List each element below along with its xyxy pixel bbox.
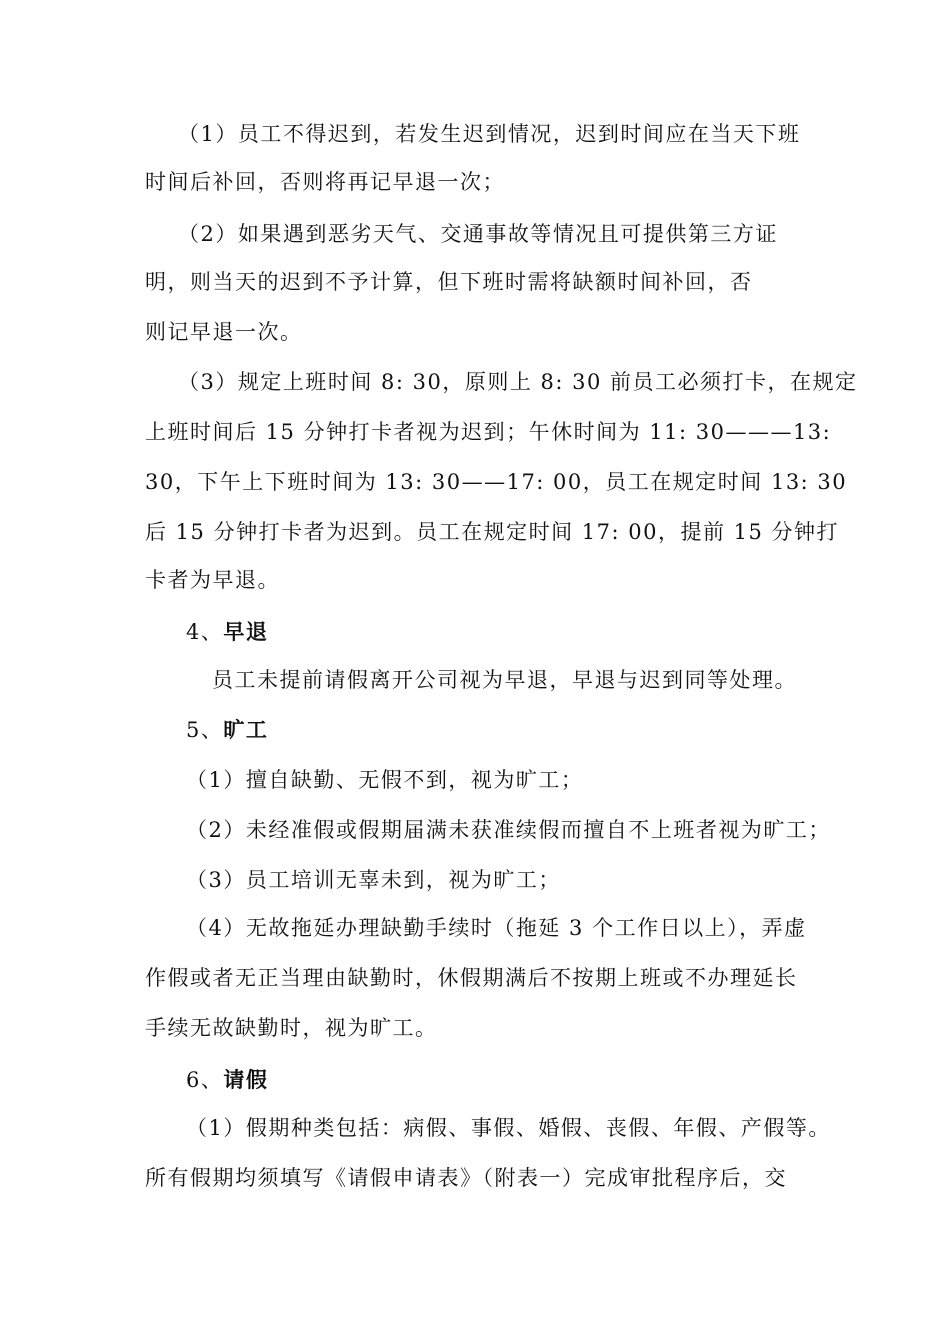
paragraph-line: 手续无故缺勤时，视为旷工。 [145,1016,438,1040]
paragraph-line: 明，则当天的迟到不予计算，但下班时需将缺额时间补回，否 [145,270,753,294]
paragraph-line: 30，下午上下班时间为 13: 30——17: 00，员工在规定时间 13: 30 [145,470,848,494]
list-item: （4）无故拖延办理缺勤手续时（拖延 3 个工作日以上），弄虚 [186,916,807,940]
list-item: （3）员工培训无辜未到，视为旷工； [186,868,561,892]
section-number: 4、 [186,620,224,644]
section-number: 6、 [186,1068,224,1092]
paragraph-line: （2）如果遇到恶劣天气、交通事故等情况且可提供第三方证 [178,222,778,246]
paragraph-line: 所有假期均须填写《请假申请表》（附表一）完成审批程序后，交 [145,1166,787,1190]
section-title: 旷工 [223,718,269,742]
paragraph-line: 后 15 分钟打卡者为迟到。员工在规定时间 17: 00，提前 15 分钟打 [145,520,840,544]
list-item: （1）擅自缺勤、无假不到，视为旷工； [186,768,584,792]
paragraph-line: （3）规定上班时间 8: 30，原则上 8: 30 前员工必须打卡，在规定 [178,370,858,394]
section-number: 5、 [186,718,224,742]
section-heading [186,618,268,646]
section-title: 请假 [223,1068,269,1092]
paragraph-line: 上班时间后 15 分钟打卡者视为迟到；午休时间为 11: 30———13: [145,420,832,444]
list-item: （2）未经准假或假期届满未获准续假而擅自不上班者视为旷工； [186,818,831,842]
paragraph-line: 卡者为早退。 [145,568,280,592]
paragraph-line: 作假或者无正当理由缺勤时，休假期满后不按期上班或不办理延长 [145,966,798,990]
list-item: （1）假期种类包括：病假、事假、婚假、丧假、年假、产假等。 [186,1116,831,1140]
paragraph-line: （1）员工不得迟到，若发生迟到情况，迟到时间应在当天下班 [178,122,801,146]
paragraph-line: 则记早退一次。 [145,320,303,344]
paragraph-line: 时间后补回，否则将再记早退一次； [145,170,505,194]
section-heading [186,716,268,744]
section-title: 早退 [223,620,269,644]
paragraph-line: 员工未提前请假离开公司视为早退，早退与迟到同等处理。 [212,668,797,692]
section-heading [186,1066,268,1094]
